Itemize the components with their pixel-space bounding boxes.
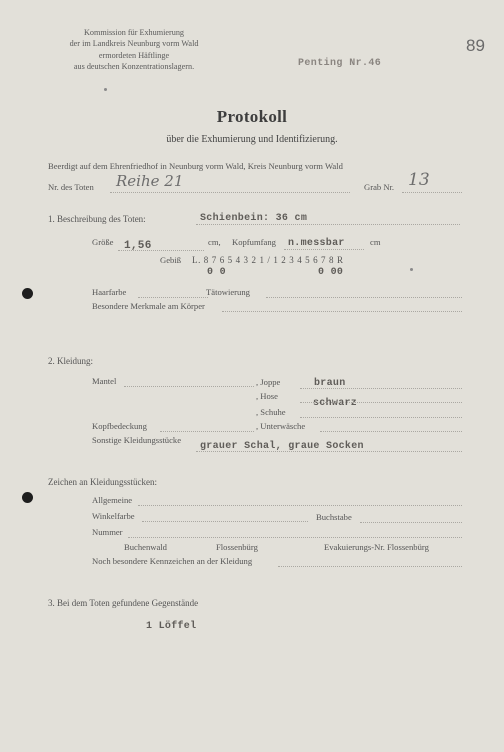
height-line — [118, 250, 204, 251]
dead-number-label: Nr. des Toten — [48, 182, 94, 192]
org-line: der im Landkreis Neunburg vorm Wald — [69, 39, 199, 49]
cm-label-2: cm — [370, 237, 381, 247]
buchenwald-label: Buchenwald — [124, 542, 167, 552]
paper-speck — [104, 88, 107, 91]
signs-title: Zeichen an Kleidungsstücken: — [48, 477, 157, 487]
section-1-title: 1. Beschreibung des Toten: — [48, 214, 146, 224]
special-signs-line — [278, 566, 462, 567]
number-line — [128, 537, 462, 538]
general-line — [138, 505, 462, 506]
special-marks-label: Besondere Merkmale am Körper — [92, 301, 205, 311]
letter-line — [360, 522, 462, 523]
underwear-label: , Unterwäsche — [256, 421, 306, 431]
jacket-line — [300, 388, 462, 389]
teeth-marks-right: 0 00 — [318, 267, 344, 278]
paper-speck — [410, 268, 413, 271]
headwear-label: Kopfbedeckung — [92, 421, 147, 431]
head-circumference-label: Kopfumfang — [232, 237, 276, 247]
org-line: Kommission für Exhumierung — [83, 28, 185, 37]
special-signs-label: Noch besondere Kennzeichen an der Kleidung — [92, 556, 253, 566]
underwear-line — [320, 431, 462, 432]
section-2-title: 2. Kleidung: — [48, 356, 93, 366]
commission-header — [34, 27, 234, 73]
flossenburg-label: Flossenbürg — [216, 542, 258, 552]
teeth-label: Gebiß — [160, 255, 182, 265]
grave-number-line — [402, 192, 462, 193]
tattoo-label: Tätowierung — [206, 287, 250, 297]
head-circumference-value: n.messbar — [288, 238, 345, 249]
trousers-label: , Hose — [256, 391, 278, 401]
shoes-line — [300, 417, 462, 418]
punch-hole — [22, 492, 33, 503]
dead-number-line — [110, 192, 350, 193]
hair-color-label: Haarfarbe — [92, 287, 127, 297]
section-3-title: 3. Bei dem Toten gefundene Gegenstände — [48, 598, 199, 608]
coat-label: Mantel — [92, 376, 117, 386]
other-clothing-value: grauer Schal, graue Socken — [200, 441, 364, 452]
page-number: 89 — [466, 36, 485, 55]
trousers-value: schwarz — [313, 398, 358, 409]
teeth-marks-left: 0 0 — [207, 267, 226, 278]
headwear-line — [160, 431, 254, 432]
description-value: Schienbein: 36 cm — [200, 213, 308, 224]
grave-number-label: Grab Nr. — [364, 182, 395, 192]
tattoo-line — [266, 297, 462, 298]
other-clothing-line — [196, 451, 462, 452]
hair-color-line — [138, 297, 208, 298]
other-clothing-label: Sonstige Kleidungsstücke — [92, 435, 182, 445]
trousers-line — [300, 402, 462, 403]
angle-color-label: Winkelfarbe — [92, 511, 135, 521]
shoes-label: , Schuhe — [256, 407, 286, 417]
head-circumference-line — [284, 249, 364, 250]
jacket-value: braun — [314, 378, 346, 389]
height-label: Größe — [92, 237, 114, 247]
teeth-chart: L. 8 7 6 5 4 3 2 1 / 1 2 3 4 5 6 7 8 R — [192, 255, 344, 265]
special-marks-line — [222, 311, 462, 312]
general-label: Allgemeine — [92, 495, 133, 505]
coat-line — [124, 386, 254, 387]
grave-number-value: 13 — [408, 170, 430, 190]
angle-color-line — [142, 521, 308, 522]
document-subtitle: über die Exhumierung und Identifizierung. — [166, 134, 338, 145]
org-line: ermordeten Häftlinge — [98, 50, 170, 60]
evacuation-number-label: Evakuierungs-Nr. Flossenbürg — [324, 542, 429, 552]
org-line: aus deutschen Konzentrationslagern. — [73, 62, 195, 72]
found-items-value: 1 Löffel — [146, 621, 197, 632]
description-line — [196, 224, 460, 225]
punch-hole — [22, 288, 33, 299]
height-value: 1,56 — [124, 240, 152, 252]
document-title: Protokoll — [216, 107, 288, 126]
jacket-label: , Joppe — [256, 377, 281, 387]
dead-number-value: Reihe 21 — [116, 172, 184, 190]
letter-label: Buchstabe — [316, 512, 352, 522]
location-stamp: Penting Nr.46 — [298, 58, 382, 69]
cm-label: cm, — [208, 237, 221, 247]
buried-label: Beerdigt auf dem Ehrenfriedhof in Neunburg vorm Wald, Kreis Neunburg vorm Wald — [48, 161, 343, 171]
number-label: Nummer — [92, 527, 123, 537]
